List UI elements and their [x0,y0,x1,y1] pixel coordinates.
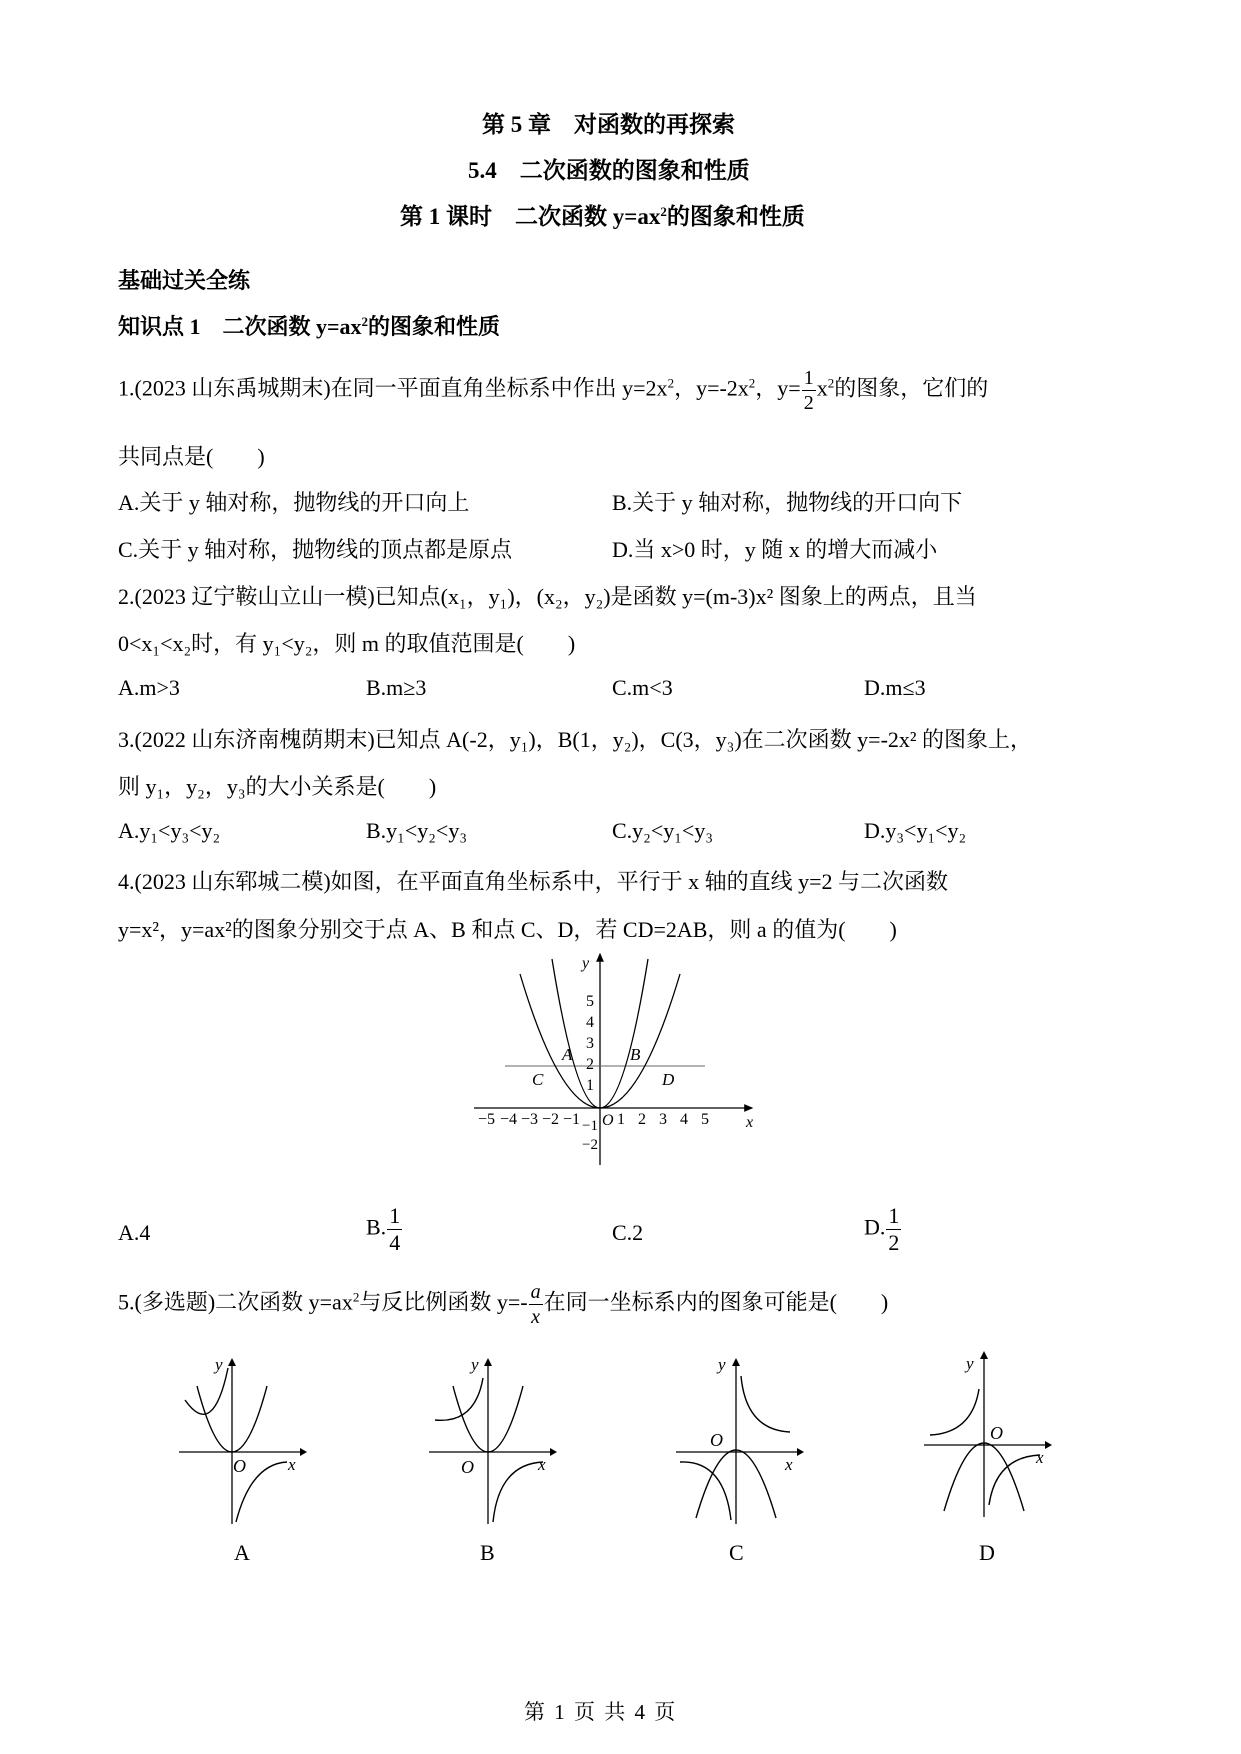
q3-option-b: B.y₁<y₂<y₃ [366,818,467,843]
q4-y-label: y [582,955,590,972]
q5d-hyperbola-q4 [989,1455,1040,1505]
q5b-x-arrow [550,1448,557,1456]
q5-graph-c-label: C [729,1540,744,1565]
q4-y-tick-neg2: −2 [582,1137,598,1153]
q1-text-c: ，y= [755,375,801,401]
q1-exp-3: 2 [827,375,835,391]
q5d-y-arrow [980,1351,988,1359]
q1-text-a: 1.(2023 山东禹城期末)在同一平面直角坐标系中作出 y=2x [118,375,668,401]
q1-exp-1: 2 [667,375,675,391]
q3-option-d: D.y₃<y₁<y₂ [864,818,967,843]
q5c-x-arrow [797,1448,804,1456]
q5c-hyperbola-q1 [741,1376,790,1432]
q5a-x-label: x [288,1455,296,1474]
practice-heading: 基础过关全练 [118,268,251,293]
q5-graph-c [672,1352,807,1527]
q5-exp: 2 [352,1289,360,1305]
q4-x-tick-4: 4 [680,1111,688,1128]
q4-x-tick-5: 5 [701,1111,709,1128]
q4-x-tick-neg5: −5 [478,1111,496,1128]
q4-option-d-prefix: D. [864,1214,886,1240]
lesson-title-suffix: 的图象和性质 [666,204,805,229]
q4-x-tick-2: 2 [638,1111,646,1128]
q5-graph-d [920,1345,1055,1520]
q5-frac-den: x [531,1306,540,1328]
q4-stem-line1: 4.(2023 山东郓城二模)如图，在平面直角坐标系中，平行于 x 轴的直线 y=2 与二次函数 [118,869,949,894]
q5c-y-arrow [732,1358,740,1366]
q3-stem-line2: 则 y₁，y₂，y₃的大小关系是( ) [118,774,437,799]
q5-graph-a-label: A [234,1540,250,1565]
q4-y-tick-neg1: −1 [582,1118,598,1134]
q4-option-b-num: 1 [389,1203,401,1228]
q4-x-label: x [746,1114,754,1131]
chapter-title: 第 5 章 对函数的再探索 [482,112,735,137]
q5-prefix: 5.(多选题)二次函数 y=ax [118,1289,353,1315]
q4-option-d-num: 1 [888,1203,900,1228]
q5-frac-num: a [530,1281,541,1303]
q5a-y-label: y [215,1355,223,1374]
q1-text-e: 的图象，它们的 [834,375,989,401]
q3-stem-line1: 3.(2022 山东济南槐荫期末)已知点 A(-2，y₁)，B(1，y₂)，C(3，y₃)在二次函数 y=-2x² 的图象上， [118,727,1033,752]
q4-x-tick-neg1: −1 [563,1111,581,1128]
q1-option-b: B.关于 y 轴对称，抛物线的开口向下 [612,490,963,515]
q3-option-a: A.y₁<y₃<y₂ [118,818,221,843]
q5d-origin: O [990,1423,1003,1443]
q3-option-c: C.y₂<y₁<y₃ [612,818,713,843]
q1-fraction [802,368,816,413]
q5-fraction [529,1282,543,1327]
q4-stem-line2: y=x²，y=ax²的图象分别交于点 A、B 和点 C、D，若 CD=2AB，则 a 的值为( ) [118,917,897,942]
q5a-y-arrow [228,1358,236,1366]
q1-text-d: x [816,375,828,401]
q4-option-d-den: 2 [888,1230,900,1255]
q5-stem [118,1282,888,1327]
q4-option-d [864,1205,902,1254]
q4-point-c: C [532,1070,544,1089]
q2-stem-line2: 0<x₁<x₂时，有 y₁<y₂，则 m 的取值范围是( ) [118,631,576,656]
q5-graph-d-label: D [979,1540,995,1565]
q5-suffix: 在同一坐标系内的图象可能是( ) [543,1289,889,1315]
q5a-hyperbola-q2 [185,1368,228,1414]
q5d-x-arrow [1045,1441,1052,1449]
page-footer: 第 1 页 共 4 页 [524,1700,678,1724]
q4-y-tick-4: 4 [586,1014,594,1031]
q5a-origin: O [233,1456,246,1476]
q1-text-b: ，y=-2x [674,375,749,401]
q5d-hyperbola-q2 [930,1389,979,1435]
q4-y-tick-2: 2 [586,1056,594,1073]
q4-option-b-prefix: B. [366,1214,387,1240]
q1-exp-2: 2 [748,375,756,391]
q1-option-d: D.当 x>0 时，y 随 x 的增大而减小 [612,537,938,562]
q4-x-tick-neg2: −2 [542,1111,560,1128]
q1-stem-line2: 共同点是( ) [118,444,265,469]
q5d-x-label: x [1036,1448,1044,1467]
q5c-x-label: x [785,1455,793,1474]
q4-y-tick-5: 5 [586,993,594,1010]
q2-stem-line1: 2.(2023 辽宁鞍山立山一模)已知点(x₁，y₁)，(x₂，y₂)是函数 y=(m-3)x² 图象上的两点，且当 [118,584,977,609]
q5-graph-a [175,1352,310,1527]
q2-option-c: C.m<3 [612,675,673,700]
q5b-x-label: x [538,1455,546,1474]
kp-exp: 2 [361,314,369,329]
q5b-y-label: y [471,1355,479,1374]
q1-frac-den: 2 [803,392,814,414]
q1-option-c: C.关于 y 轴对称，抛物线的顶点都是原点 [118,537,513,562]
q4-x-tick-neg4: −4 [500,1111,518,1128]
q1-option-a: A.关于 y 轴对称，抛物线的开口向上 [118,490,470,515]
q5b-origin: O [461,1457,474,1477]
q4-option-b-den: 4 [389,1230,401,1255]
kp-suffix: 的图象和性质 [368,314,501,339]
q4-y-tick-1: 1 [586,1077,594,1094]
q4-option-b-fraction [387,1205,402,1254]
knowledge-point-heading [118,310,500,341]
q4-graph [470,950,760,1170]
q5a-x-arrow [300,1448,307,1456]
section-title: 5.4 二次函数的图象和性质 [468,158,750,183]
q1-stem-line1 [118,368,988,413]
q2-option-d: D.m≤3 [864,675,926,700]
q5b-hyperbola-q2 [435,1378,483,1420]
q4-point-d: D [662,1070,675,1089]
q5d-y-label: y [966,1354,974,1373]
q4-option-b [366,1205,403,1254]
lesson-title [400,198,805,231]
q5b-hyperbola-q4 [493,1462,543,1522]
q5b-y-arrow [484,1358,492,1366]
q4-y-tick-3: 3 [586,1035,594,1052]
q5c-y-label: y [718,1355,726,1374]
q5-graph-b [425,1352,560,1527]
q5-graph-b-label: B [480,1540,495,1565]
q5-mid: 与反比例函数 y=- [359,1289,528,1315]
q5c-origin: O [710,1430,723,1450]
q1-frac-num: 1 [803,367,814,389]
q4-option-d-fraction [886,1205,901,1254]
q4-option-c: C.2 [612,1220,644,1245]
q4-x-tick-neg3: −3 [521,1111,539,1128]
q2-option-a: A.m>3 [118,675,180,700]
q4-option-a: A.4 [118,1220,151,1245]
kp-prefix: 知识点 1 二次函数 y=ax [118,314,362,339]
q4-point-a: A [562,1045,573,1064]
lesson-title-exp: 2 [660,204,667,219]
q4-x-tick-1: 1 [617,1111,625,1128]
q2-option-b: B.m≥3 [366,675,427,700]
q4-x-tick-3: 3 [659,1111,667,1128]
q4-point-b: B [630,1045,641,1064]
lesson-title-prefix: 第 1 课时 二次函数 y=ax [400,204,661,229]
q4-origin-label: O [602,1112,614,1129]
